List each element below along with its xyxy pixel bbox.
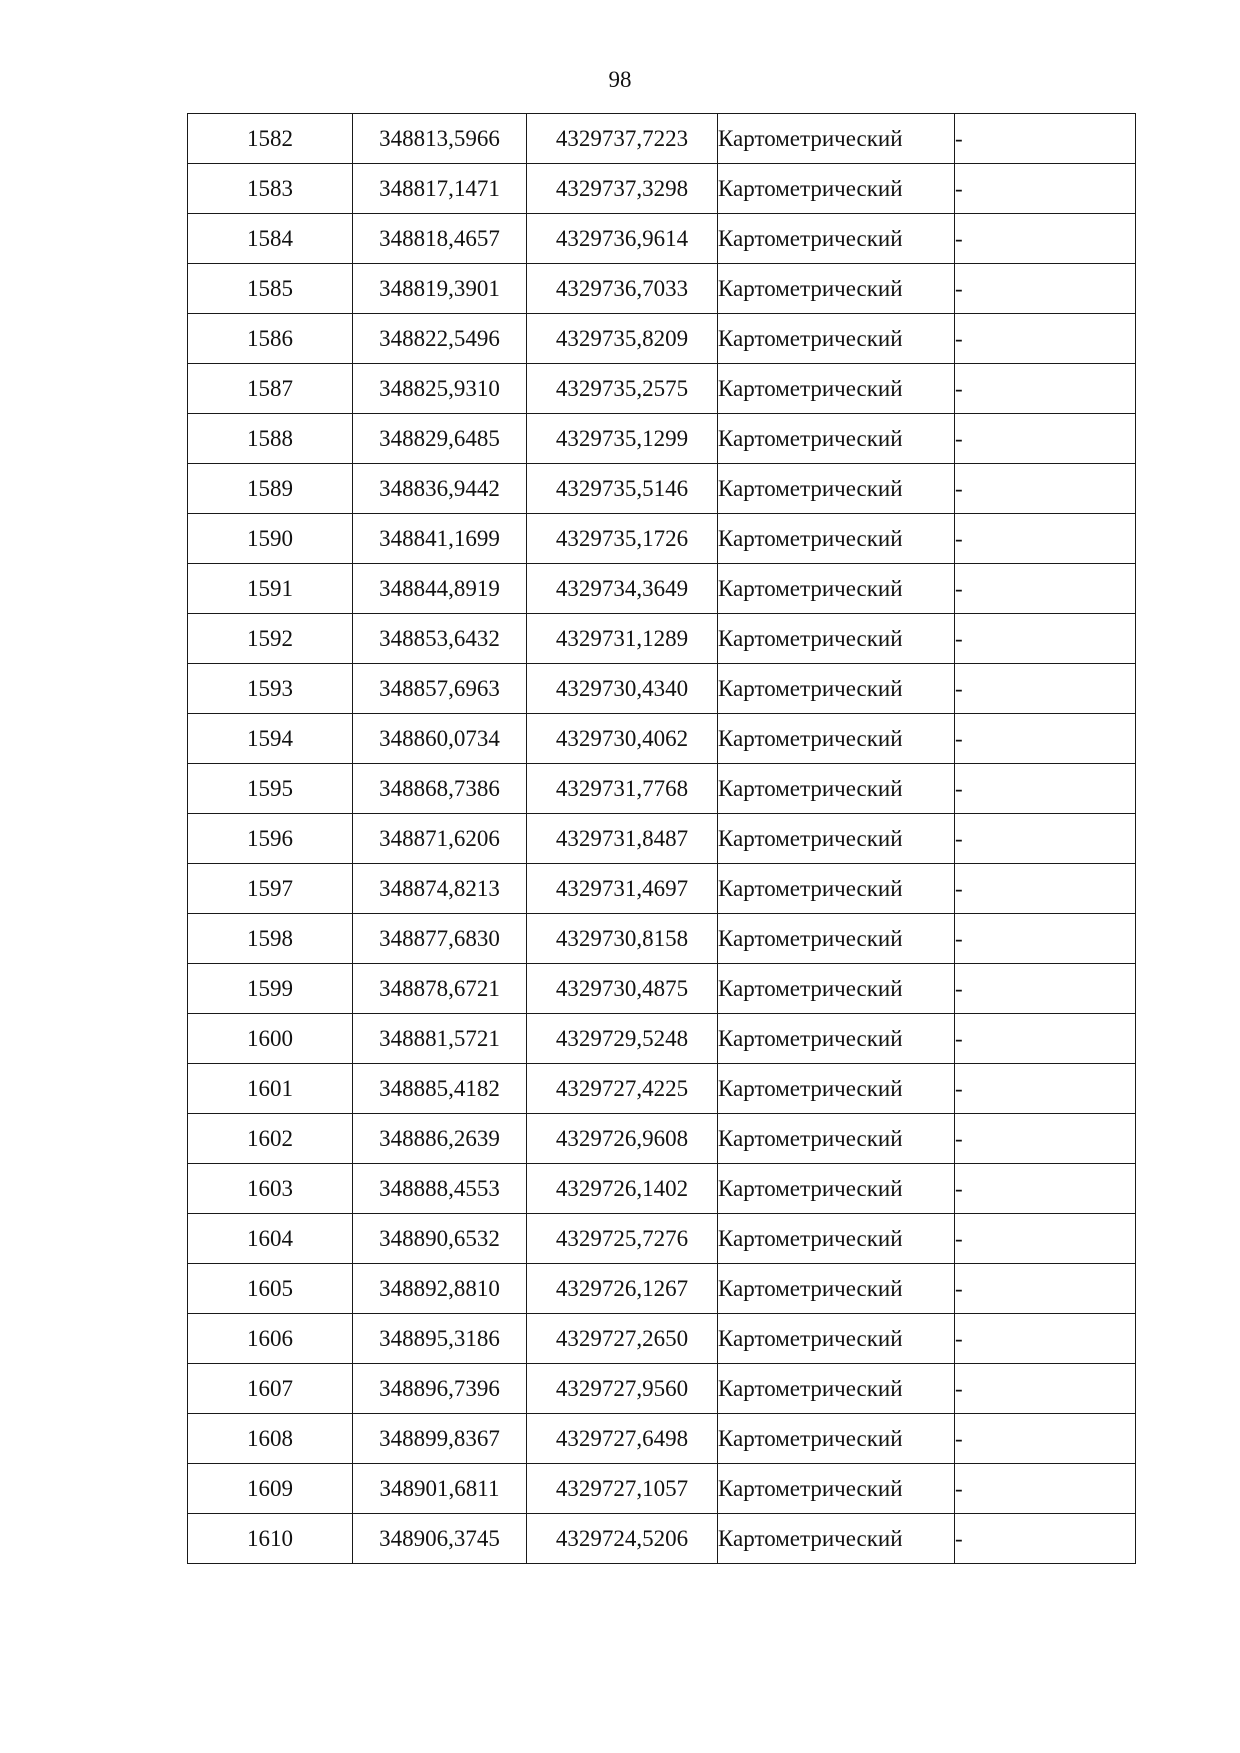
y-coordinate-cell: 4329731,4697 <box>527 864 718 914</box>
point-number-cell: 1601 <box>188 1064 353 1114</box>
method-cell: Картометрический <box>718 1264 955 1314</box>
x-coordinate-cell: 348886,2639 <box>353 1114 527 1164</box>
method-cell: Картометрический <box>718 314 955 364</box>
method-cell: Картометрический <box>718 864 955 914</box>
y-coordinate-cell: 4329737,3298 <box>527 164 718 214</box>
note-cell: - <box>955 664 1136 714</box>
note-cell: - <box>955 414 1136 464</box>
point-number-cell: 1593 <box>188 664 353 714</box>
y-coordinate-cell: 4329737,7223 <box>527 114 718 164</box>
method-cell: Картометрический <box>718 1214 955 1264</box>
method-cell: Картометрический <box>718 1514 955 1564</box>
method-cell: Картометрический <box>718 1164 955 1214</box>
x-coordinate-cell: 348860,0734 <box>353 714 527 764</box>
note-cell: - <box>955 1164 1136 1214</box>
y-coordinate-cell: 4329735,1726 <box>527 514 718 564</box>
y-coordinate-cell: 4329736,7033 <box>527 264 718 314</box>
note-cell: - <box>955 764 1136 814</box>
x-coordinate-cell: 348819,3901 <box>353 264 527 314</box>
point-number-cell: 1603 <box>188 1164 353 1214</box>
method-cell: Картометрический <box>718 1364 955 1414</box>
note-cell: - <box>955 314 1136 364</box>
note-cell: - <box>955 1464 1136 1514</box>
x-coordinate-cell: 348899,8367 <box>353 1414 527 1464</box>
point-number-cell: 1583 <box>188 164 353 214</box>
point-number-cell: 1609 <box>188 1464 353 1514</box>
x-coordinate-cell: 348868,7386 <box>353 764 527 814</box>
y-coordinate-cell: 4329727,4225 <box>527 1064 718 1114</box>
table-row <box>188 864 1136 914</box>
y-coordinate-cell: 4329731,8487 <box>527 814 718 864</box>
method-cell: Картометрический <box>718 214 955 264</box>
table-row <box>188 1464 1136 1514</box>
method-cell: Картометрический <box>718 1314 955 1364</box>
method-cell: Картометрический <box>718 964 955 1014</box>
note-cell: - <box>955 214 1136 264</box>
point-number-cell: 1592 <box>188 614 353 664</box>
x-coordinate-cell: 348825,9310 <box>353 364 527 414</box>
x-coordinate-cell: 348853,6432 <box>353 614 527 664</box>
table-row <box>188 1264 1136 1314</box>
y-coordinate-cell: 4329731,1289 <box>527 614 718 664</box>
note-cell: - <box>955 1014 1136 1064</box>
table-row <box>188 164 1136 214</box>
y-coordinate-cell: 4329730,4062 <box>527 714 718 764</box>
point-number-cell: 1597 <box>188 864 353 914</box>
page-number: 98 <box>608 67 632 92</box>
point-number-cell: 1582 <box>188 114 353 164</box>
point-number-cell: 1594 <box>188 714 353 764</box>
point-number-cell: 1604 <box>188 1214 353 1264</box>
y-coordinate-cell: 4329727,6498 <box>527 1414 718 1464</box>
note-cell: - <box>955 714 1136 764</box>
coordinates-table-body <box>188 114 1136 1564</box>
point-number-cell: 1595 <box>188 764 353 814</box>
table-row <box>188 1514 1136 1564</box>
y-coordinate-cell: 4329725,7276 <box>527 1214 718 1264</box>
x-coordinate-cell: 348895,3186 <box>353 1314 527 1364</box>
point-number-cell: 1605 <box>188 1264 353 1314</box>
x-coordinate-cell: 348896,7396 <box>353 1364 527 1414</box>
x-coordinate-cell: 348901,6811 <box>353 1464 527 1514</box>
x-coordinate-cell: 348878,6721 <box>353 964 527 1014</box>
y-coordinate-cell: 4329726,1402 <box>527 1164 718 1214</box>
table-row <box>188 514 1136 564</box>
table-row <box>188 264 1136 314</box>
x-coordinate-cell: 348822,5496 <box>353 314 527 364</box>
table-row <box>188 464 1136 514</box>
method-cell: Картометрический <box>718 1014 955 1064</box>
y-coordinate-cell: 4329731,7768 <box>527 764 718 814</box>
x-coordinate-cell: 348892,8810 <box>353 1264 527 1314</box>
point-number-cell: 1608 <box>188 1414 353 1464</box>
table-row <box>188 1214 1136 1264</box>
point-number-cell: 1585 <box>188 264 353 314</box>
y-coordinate-cell: 4329730,4875 <box>527 964 718 1014</box>
note-cell: - <box>955 1414 1136 1464</box>
table-row <box>188 1364 1136 1414</box>
x-coordinate-cell: 348906,3745 <box>353 1514 527 1564</box>
table-row <box>188 1164 1136 1214</box>
x-coordinate-cell: 348857,6963 <box>353 664 527 714</box>
table-row <box>188 114 1136 164</box>
point-number-cell: 1584 <box>188 214 353 264</box>
point-number-cell: 1589 <box>188 464 353 514</box>
note-cell: - <box>955 164 1136 214</box>
table-row <box>188 914 1136 964</box>
method-cell: Картометрический <box>718 364 955 414</box>
table-row <box>188 614 1136 664</box>
table-row <box>188 1114 1136 1164</box>
x-coordinate-cell: 348841,1699 <box>353 514 527 564</box>
table-row <box>188 1064 1136 1114</box>
note-cell: - <box>955 1114 1136 1164</box>
table-row <box>188 314 1136 364</box>
method-cell: Картометрический <box>718 414 955 464</box>
note-cell: - <box>955 814 1136 864</box>
note-cell: - <box>955 964 1136 1014</box>
x-coordinate-cell: 348874,8213 <box>353 864 527 914</box>
point-number-cell: 1586 <box>188 314 353 364</box>
note-cell: - <box>955 1514 1136 1564</box>
table-row <box>188 1314 1136 1364</box>
note-cell: - <box>955 1264 1136 1314</box>
method-cell: Картометрический <box>718 1414 955 1464</box>
method-cell: Картометрический <box>718 1114 955 1164</box>
x-coordinate-cell: 348871,6206 <box>353 814 527 864</box>
point-number-cell: 1610 <box>188 1514 353 1564</box>
note-cell: - <box>955 1364 1136 1414</box>
point-number-cell: 1602 <box>188 1114 353 1164</box>
table-row <box>188 1014 1136 1064</box>
y-coordinate-cell: 4329735,1299 <box>527 414 718 464</box>
point-number-cell: 1590 <box>188 514 353 564</box>
note-cell: - <box>955 364 1136 414</box>
method-cell: Картометрический <box>718 814 955 864</box>
table-row <box>188 814 1136 864</box>
note-cell: - <box>955 1064 1136 1114</box>
x-coordinate-cell: 348890,6532 <box>353 1214 527 1264</box>
point-number-cell: 1600 <box>188 1014 353 1064</box>
point-number-cell: 1587 <box>188 364 353 414</box>
point-number-cell: 1596 <box>188 814 353 864</box>
x-coordinate-cell: 348877,6830 <box>353 914 527 964</box>
y-coordinate-cell: 4329727,2650 <box>527 1314 718 1364</box>
x-coordinate-cell: 348817,1471 <box>353 164 527 214</box>
table-row <box>188 214 1136 264</box>
note-cell: - <box>955 1314 1136 1364</box>
y-coordinate-cell: 4329726,9608 <box>527 1114 718 1164</box>
x-coordinate-cell: 348881,5721 <box>353 1014 527 1064</box>
table-row <box>188 664 1136 714</box>
x-coordinate-cell: 348829,6485 <box>353 414 527 464</box>
method-cell: Картометрический <box>718 514 955 564</box>
table-row <box>188 714 1136 764</box>
method-cell: Картометрический <box>718 614 955 664</box>
table-row <box>188 414 1136 464</box>
y-coordinate-cell: 4329730,8158 <box>527 914 718 964</box>
y-coordinate-cell: 4329730,4340 <box>527 664 718 714</box>
y-coordinate-cell: 4329734,3649 <box>527 564 718 614</box>
y-coordinate-cell: 4329727,9560 <box>527 1364 718 1414</box>
x-coordinate-cell: 348836,9442 <box>353 464 527 514</box>
point-number-cell: 1591 <box>188 564 353 614</box>
point-number-cell: 1607 <box>188 1364 353 1414</box>
y-coordinate-cell: 4329736,9614 <box>527 214 718 264</box>
table-row <box>188 764 1136 814</box>
x-coordinate-cell: 348885,4182 <box>353 1064 527 1114</box>
table-row <box>188 1414 1136 1464</box>
point-number-cell: 1598 <box>188 914 353 964</box>
point-number-cell: 1599 <box>188 964 353 1014</box>
method-cell: Картометрический <box>718 1064 955 1114</box>
note-cell: - <box>955 514 1136 564</box>
y-coordinate-cell: 4329735,2575 <box>527 364 718 414</box>
method-cell: Картометрический <box>718 914 955 964</box>
table-row <box>188 564 1136 614</box>
method-cell: Картометрический <box>718 114 955 164</box>
y-coordinate-cell: 4329735,5146 <box>527 464 718 514</box>
note-cell: - <box>955 614 1136 664</box>
note-cell: - <box>955 464 1136 514</box>
method-cell: Картометрический <box>718 164 955 214</box>
coordinates-table <box>187 113 1136 1564</box>
point-number-cell: 1606 <box>188 1314 353 1364</box>
note-cell: - <box>955 914 1136 964</box>
method-cell: Картометрический <box>718 1464 955 1514</box>
method-cell: Картометрический <box>718 714 955 764</box>
note-cell: - <box>955 864 1136 914</box>
method-cell: Картометрический <box>718 764 955 814</box>
y-coordinate-cell: 4329729,5248 <box>527 1014 718 1064</box>
y-coordinate-cell: 4329726,1267 <box>527 1264 718 1314</box>
table-row <box>188 964 1136 1014</box>
table-row <box>188 364 1136 414</box>
x-coordinate-cell: 348888,4553 <box>353 1164 527 1214</box>
note-cell: - <box>955 114 1136 164</box>
x-coordinate-cell: 348813,5966 <box>353 114 527 164</box>
y-coordinate-cell: 4329727,1057 <box>527 1464 718 1514</box>
point-number-cell: 1588 <box>188 414 353 464</box>
method-cell: Картометрический <box>718 664 955 714</box>
note-cell: - <box>955 1214 1136 1264</box>
note-cell: - <box>955 564 1136 614</box>
y-coordinate-cell: 4329724,5206 <box>527 1514 718 1564</box>
method-cell: Картометрический <box>718 564 955 614</box>
method-cell: Картометрический <box>718 464 955 514</box>
method-cell: Картометрический <box>718 264 955 314</box>
x-coordinate-cell: 348818,4657 <box>353 214 527 264</box>
y-coordinate-cell: 4329735,8209 <box>527 314 718 364</box>
x-coordinate-cell: 348844,8919 <box>353 564 527 614</box>
note-cell: - <box>955 264 1136 314</box>
